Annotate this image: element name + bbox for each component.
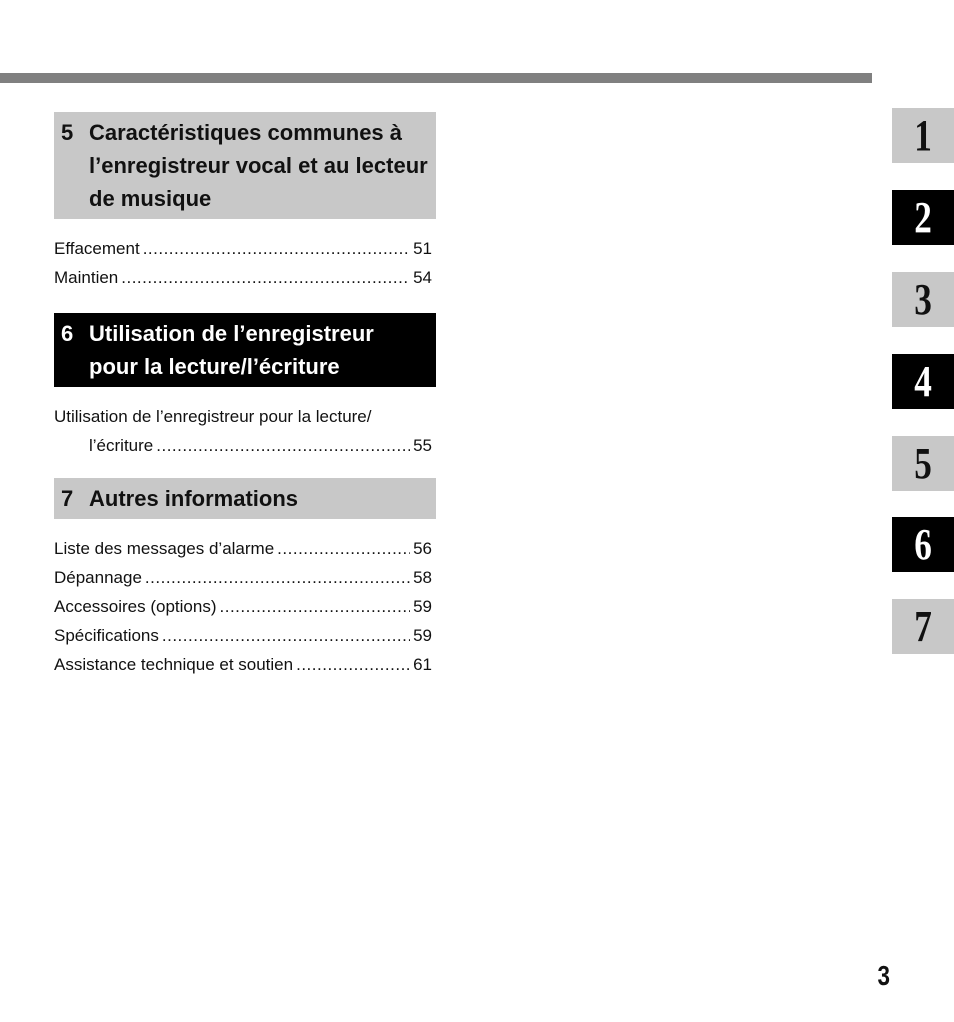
entry-page: 51 — [413, 239, 432, 258]
chapter-tab-2[interactable] — [892, 190, 954, 245]
entry-label: Effacement — [54, 239, 140, 258]
leader-dots — [220, 592, 411, 621]
leader-dots — [121, 263, 410, 292]
chapter-tab-label: 1 — [914, 111, 932, 160]
chapter-tab-4[interactable] — [892, 354, 954, 409]
chapter-tab-label: 4 — [914, 357, 932, 406]
toc-entry[interactable] — [54, 402, 436, 460]
chapter-tab-label: 7 — [914, 602, 932, 651]
chapter-tab-7[interactable] — [892, 599, 954, 654]
section-title: Caractéristiques communes à l’enregistreur vocal et au lecteur de musique — [89, 120, 428, 211]
entry-page: 59 — [413, 597, 432, 616]
page-number — [874, 958, 894, 994]
chapter-tab-1[interactable] — [892, 108, 954, 163]
leader-dots — [143, 234, 410, 263]
entry-page: 59 — [413, 626, 432, 645]
section-6-entries — [54, 402, 436, 460]
entry-page: 61 — [413, 655, 432, 674]
chapter-tab-6[interactable] — [892, 517, 954, 572]
toc-entry[interactable] — [54, 621, 436, 650]
section-number: 7 — [61, 486, 74, 511]
section-6-header — [54, 313, 436, 387]
section-title: Utilisation de l’enregistreur pour la lecture/l’écriture — [89, 321, 374, 379]
chapter-tab-5[interactable] — [892, 436, 954, 491]
entry-label: Liste des messages d’alarme — [54, 539, 275, 558]
page-number-text: 3 — [877, 960, 891, 991]
leader-dots — [145, 563, 410, 592]
chapter-tab-label: 5 — [914, 439, 932, 488]
entry-page: 55 — [413, 436, 432, 455]
entry-label: Dépannage — [54, 568, 142, 587]
toc-entry[interactable] — [54, 234, 436, 263]
toc-entry[interactable] — [54, 592, 436, 621]
chapter-tab-3[interactable] — [892, 272, 954, 327]
chapter-tab-label: 3 — [914, 275, 932, 324]
chapter-tab-label: 6 — [914, 520, 932, 569]
entry-label: Utilisation de l’enregistreur pour la lecture/ — [54, 407, 372, 426]
toc-column — [54, 112, 436, 679]
leader-dots — [162, 621, 410, 650]
entry-page: 54 — [413, 268, 432, 287]
section-7-header — [54, 478, 436, 519]
toc-entry[interactable] — [54, 534, 436, 563]
section-5-entries — [54, 234, 436, 292]
entry-label: Spécifications — [54, 626, 159, 645]
entry-page: 56 — [413, 539, 432, 558]
entry-label-continuation: l’écriture — [89, 436, 154, 455]
entry-label: Accessoires (options) — [54, 597, 217, 616]
entry-page: 58 — [413, 568, 432, 587]
section-7-entries — [54, 534, 436, 679]
leader-dots — [277, 534, 410, 563]
top-rule — [0, 73, 872, 83]
leader-dots — [296, 650, 410, 679]
leader-dots — [156, 431, 410, 460]
section-title: Autres informations — [89, 486, 299, 511]
toc-entry[interactable] — [54, 650, 436, 679]
section-5-header — [54, 112, 436, 219]
toc-entry[interactable] — [54, 263, 436, 292]
entry-label: Assistance technique et soutien — [54, 655, 294, 674]
toc-entry[interactable] — [54, 563, 436, 592]
section-number: 6 — [61, 321, 74, 346]
chapter-tab-label: 2 — [914, 193, 932, 242]
entry-label: Maintien — [54, 268, 119, 287]
section-number: 5 — [61, 120, 74, 145]
